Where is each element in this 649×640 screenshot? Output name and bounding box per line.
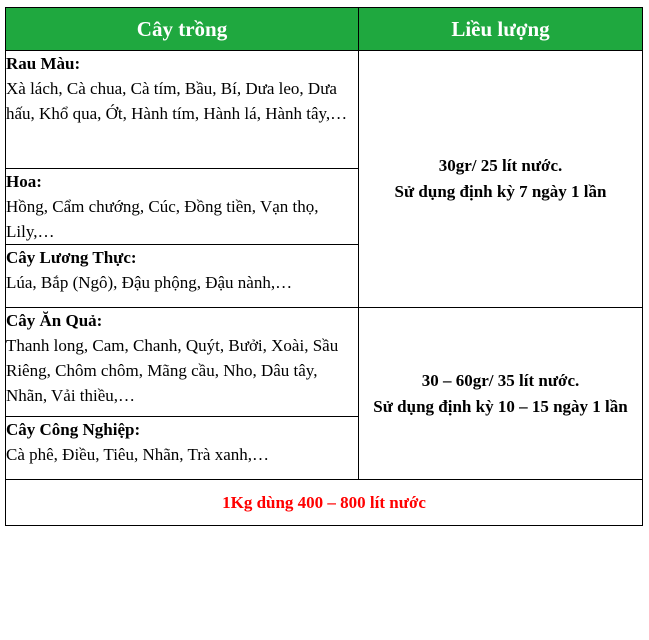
crop-column-header: Cây trồng (6, 8, 359, 51)
crop-title: Cây Lương Thực: (6, 248, 137, 267)
crop-title: Cây Ăn Quả: (6, 311, 103, 330)
crop-cell-flowers (6, 169, 359, 245)
footer-row (6, 480, 643, 526)
crop-items: Cà phê, Điều, Tiêu, Nhãn, Trà xanh,… (6, 445, 270, 464)
dose-amount: 30 – 60gr/ 35 lít nước. (421, 370, 580, 390)
crop-title: Hoa: (6, 172, 42, 191)
crop-items: Hồng, Cẩm chướng, Cúc, Đồng tiền, Vạn thọ, Lily,… (6, 197, 319, 241)
table-row (6, 308, 643, 417)
crop-items: Lúa, Bắp (Ngô), Đậu phộng, Đậu nành,… (6, 273, 293, 292)
dose-cell-group-1 (359, 51, 643, 308)
dose-frequency: Sử dụng định kỳ 7 ngày 1 lần (394, 182, 607, 201)
crop-items: Xà lách, Cà chua, Cà tím, Bầu, Bí, Dưa leo, Dưa hấu, Khổ qua, Ớt, Hành tím, Hành lá, Hành tây,… (6, 79, 348, 123)
dose-amount: 30gr/ 25 lít nước. (438, 156, 563, 175)
crop-cell-industrial-crops (6, 417, 359, 480)
dose-cell-group-2 (359, 308, 643, 480)
crop-cell-fruit-trees (6, 308, 359, 417)
dose-frequency: Sử dụng định kỳ 10 – 15 ngày 1 lần (373, 396, 628, 416)
crop-title: Rau Màu: (6, 54, 81, 73)
dose-column-header: Liều lượng (359, 8, 643, 51)
crop-cell-vegetables (6, 51, 359, 169)
header-row (6, 8, 643, 51)
crop-title: Cây Công Nghiệp: (6, 420, 141, 439)
crop-items: Thanh long, Cam, Chanh, Quýt, Bưởi, Xoài, Sầu Riêng, Chôm chôm, Mãng cầu, Nho, Dâu tây, Nhãn, Vải thiều,… (6, 336, 339, 405)
crop-cell-food-crops (6, 245, 359, 308)
dosage-table (5, 7, 643, 526)
table-row (6, 51, 643, 169)
usage-note: 1Kg dùng 400 – 800 lít nước (6, 480, 643, 526)
